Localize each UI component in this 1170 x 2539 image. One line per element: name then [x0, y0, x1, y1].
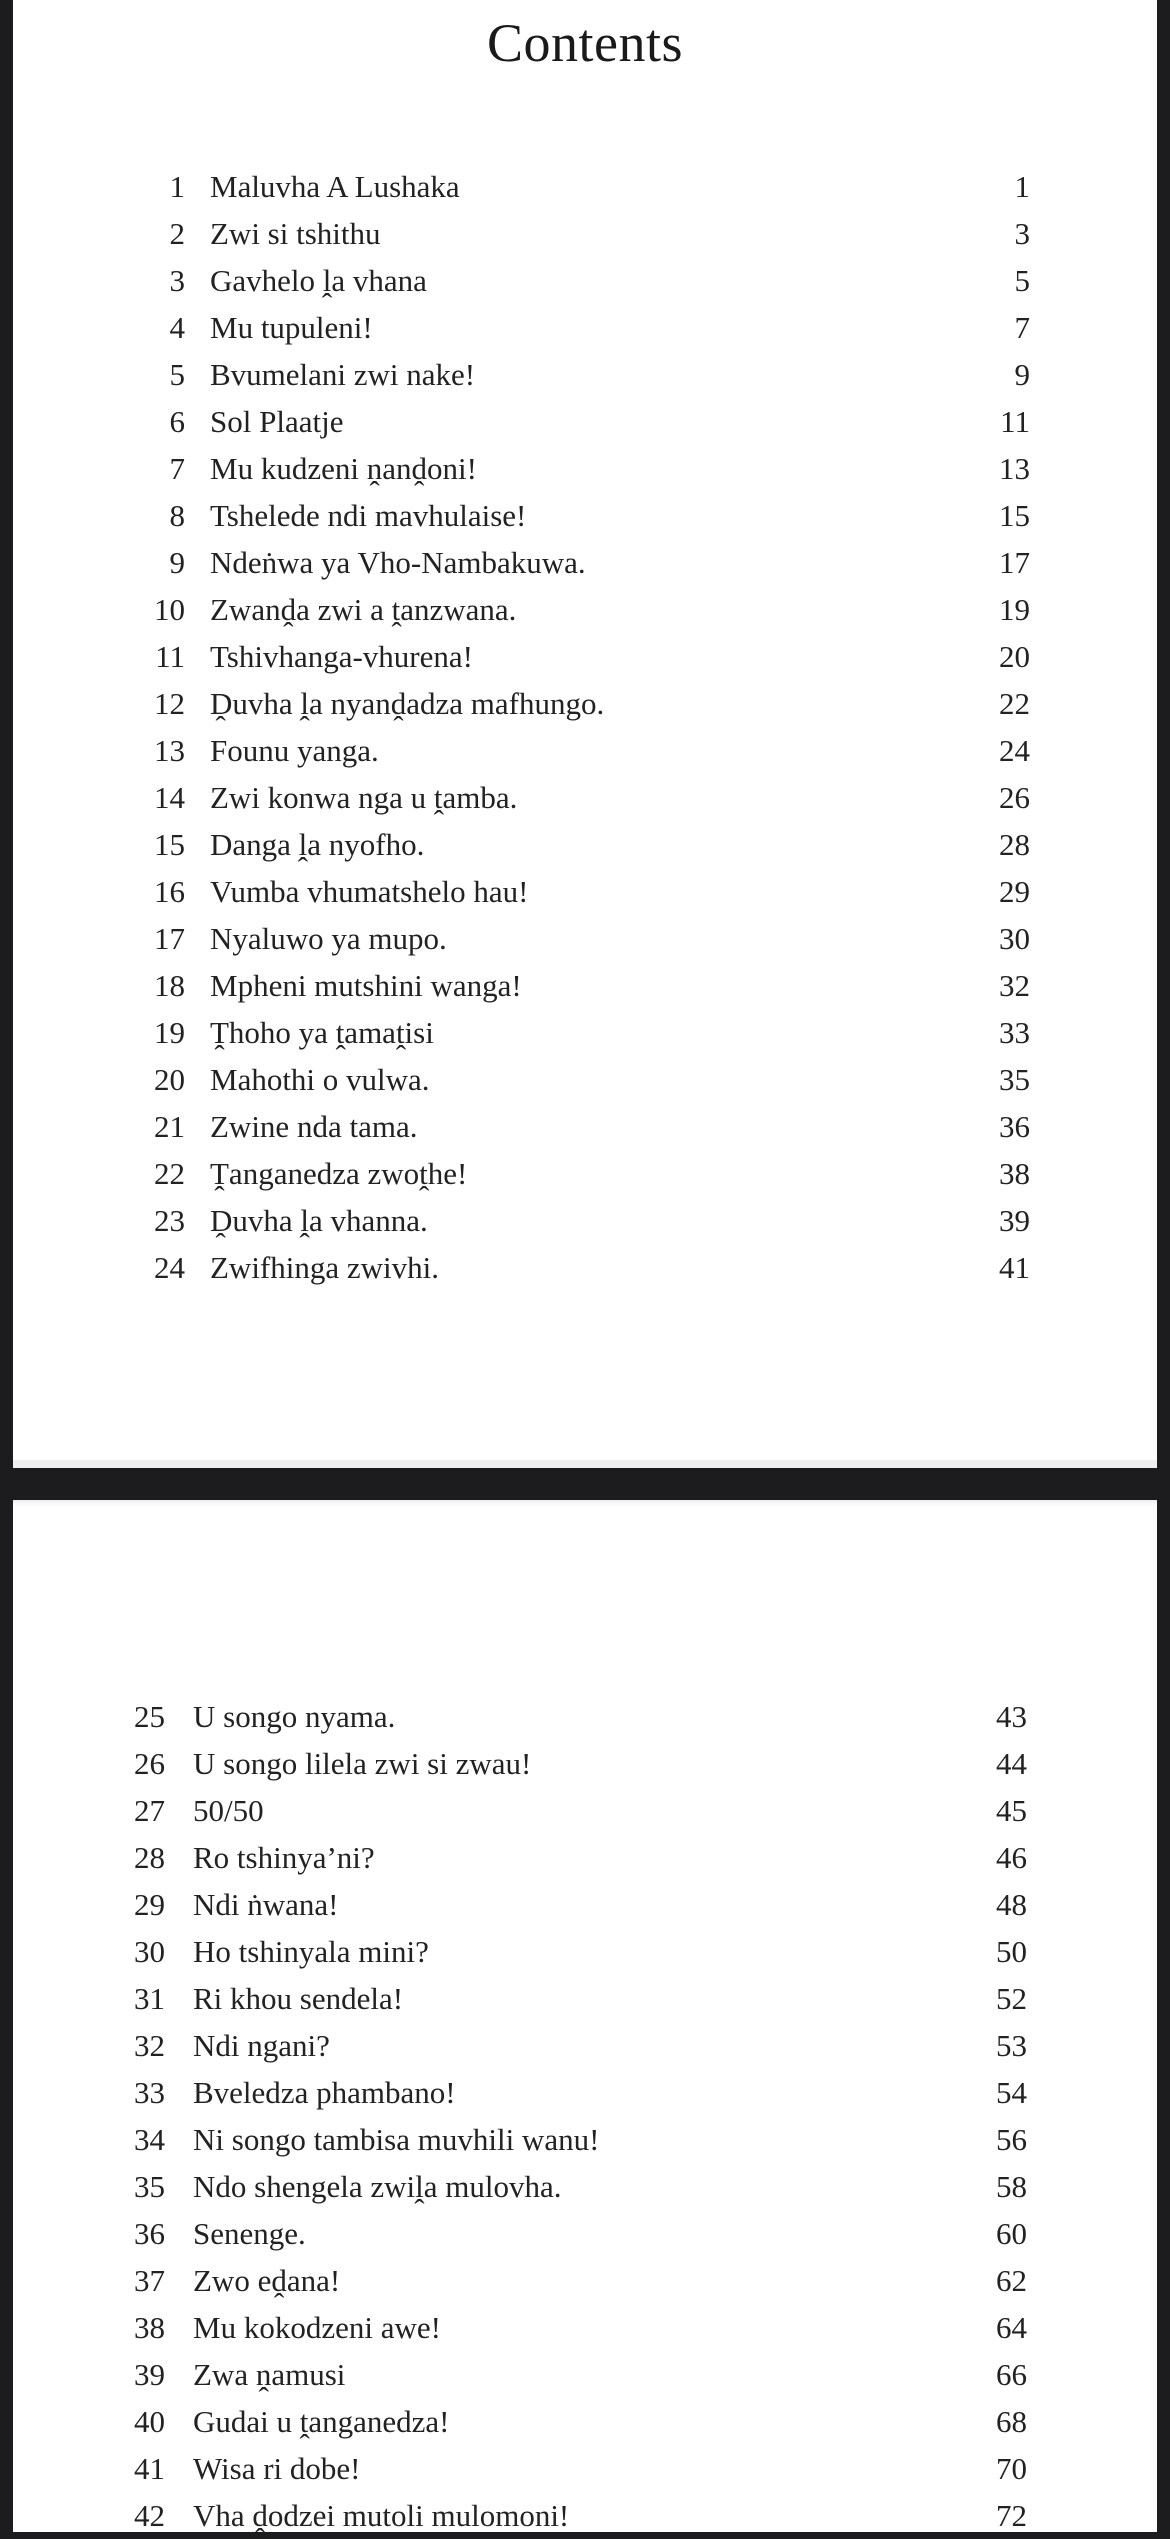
toc-entry[interactable] [13, 962, 1157, 1009]
chapter-number: 3 [169, 263, 185, 298]
toc-entry[interactable] [13, 163, 1157, 210]
chapter-number: 1 [169, 169, 185, 204]
toc-entry[interactable] [13, 1834, 1157, 1881]
chapter-title: U songo nyama. [193, 1699, 396, 1734]
page-number: 22 [999, 686, 1030, 721]
toc-entry[interactable] [13, 821, 1157, 868]
toc-entry[interactable] [13, 2116, 1157, 2163]
chapter-number: 29 [134, 1887, 165, 1922]
page-number: 70 [996, 2451, 1027, 2486]
chapter-title: Zwo eḓana! [193, 2263, 341, 2298]
toc-entry[interactable] [13, 1928, 1157, 1975]
toc-entry[interactable] [13, 1197, 1157, 1244]
chapter-number: 36 [134, 2216, 165, 2251]
chapter-number: 13 [154, 733, 185, 768]
page-number: 36 [999, 1109, 1030, 1144]
chapter-title: U songo lilela zwi si zwau! [193, 1746, 532, 1781]
page-number: 28 [999, 827, 1030, 862]
page-number: 5 [1014, 263, 1030, 298]
chapter-title: Ro tshinya’ni? [193, 1840, 375, 1875]
chapter-number: 4 [169, 310, 185, 345]
page-number: 33 [999, 1015, 1030, 1050]
chapter-number: 25 [134, 1699, 165, 1734]
chapter-title: Mpheni mutshini wanga! [210, 968, 522, 1003]
toc-entry[interactable] [13, 2022, 1157, 2069]
toc-entry[interactable] [13, 1244, 1157, 1291]
page-number: 9 [1014, 357, 1030, 392]
chapter-title: Ndo shengela zwiḽa mulovha. [193, 2169, 562, 2204]
chapter-number: 17 [154, 921, 185, 956]
page-title: Contents [486, 13, 683, 73]
page-number: 29 [999, 874, 1030, 909]
chapter-title: Nyaluwo ya mupo. [210, 921, 447, 956]
page-number: 7 [1014, 310, 1030, 345]
chapter-title: Ndi ngani? [193, 2028, 330, 2063]
toc-entry[interactable] [13, 1740, 1157, 1787]
page-number: 52 [996, 1981, 1027, 2016]
toc-entry[interactable] [13, 1693, 1157, 1740]
chapter-number: 39 [134, 2357, 165, 2392]
toc-entry[interactable] [13, 445, 1157, 492]
chapter-title: Ho tshinyala mini? [193, 1934, 429, 1969]
chapter-number: 8 [169, 498, 185, 533]
table-of-contents [13, 163, 1157, 1291]
chapter-number: 18 [154, 968, 185, 1003]
chapter-number: 22 [154, 1156, 185, 1191]
toc-entry[interactable] [13, 1150, 1157, 1197]
chapter-number: 7 [169, 451, 185, 486]
toc-entry[interactable] [13, 1975, 1157, 2022]
chapter-number: 5 [169, 357, 185, 392]
page-number: 30 [999, 921, 1030, 956]
page-number: 48 [996, 1887, 1027, 1922]
chapter-title: Ṱhoho ya ṱamaṱisi [210, 1015, 434, 1050]
page-number: 50 [996, 1934, 1027, 1969]
page-number: 3 [1014, 216, 1030, 251]
page-number: 1 [1014, 169, 1030, 204]
chapter-number: 28 [134, 1840, 165, 1875]
chapter-title: Ri khou sendela! [193, 1981, 404, 2016]
toc-entry[interactable] [13, 210, 1157, 257]
table-of-contents-continued [13, 1693, 1157, 2539]
page-number: 38 [999, 1156, 1030, 1191]
page-number: 11 [1000, 404, 1030, 439]
chapter-title: Tshelede ndi mavhulaise! [210, 498, 527, 533]
chapter-number: 12 [154, 686, 185, 721]
page-number: 62 [996, 2263, 1027, 2298]
chapter-title: Ṱanganedza zwoṱhe! [210, 1156, 468, 1191]
page-number: 53 [996, 2028, 1027, 2063]
toc-entry[interactable] [13, 774, 1157, 821]
chapter-title: Mahothi o vulwa. [210, 1062, 430, 1097]
page-number: 54 [996, 2075, 1027, 2110]
toc-entry[interactable] [13, 2210, 1157, 2257]
toc-entry[interactable] [13, 680, 1157, 727]
chapter-title: Zwi si tshithu [210, 216, 381, 251]
chapter-title: Gudai u ṱanganedza! [193, 2404, 450, 2439]
page-number: 41 [999, 1250, 1030, 1285]
page-number: 15 [999, 498, 1030, 533]
chapter-number: 33 [134, 2075, 165, 2110]
chapter-title: Tshivhanga-vhurena! [210, 639, 473, 674]
toc-entry[interactable] [13, 539, 1157, 586]
page-number: 20 [999, 639, 1030, 674]
chapter-title: Bvumelani zwi nake! [210, 357, 476, 392]
chapter-number: 31 [134, 1981, 165, 2016]
page-number: 17 [999, 545, 1030, 580]
chapter-title: Ḓuvha ḽa vhanna. [210, 1203, 428, 1238]
chapter-number: 32 [134, 2028, 165, 2063]
chapter-title: Maluvha A Lushaka [210, 169, 460, 204]
chapter-title: Mu kudzeni ṋanḓoni! [210, 451, 477, 486]
chapter-number: 40 [134, 2404, 165, 2439]
chapter-title: Vumba vhumatshelo hau! [210, 874, 529, 909]
chapter-number: 6 [169, 404, 185, 439]
chapter-title: 50/50 [193, 1793, 264, 1828]
chapter-title: Zwifhinga zwivhi. [210, 1250, 440, 1285]
toc-entry[interactable] [13, 2445, 1157, 2492]
toc-entry[interactable] [13, 2069, 1157, 2116]
page-number: 45 [996, 1793, 1027, 1828]
page-number: 44 [996, 1746, 1027, 1781]
page-number: 60 [996, 2216, 1027, 2251]
toc-entry[interactable] [13, 257, 1157, 304]
chapter-number: 42 [134, 2498, 165, 2533]
document-page-1 [13, 0, 1157, 1468]
chapter-title: Mu kokodzeni awe! [193, 2310, 441, 2345]
page-number: 19 [999, 592, 1030, 627]
chapter-title: Senenge. [193, 2216, 306, 2251]
chapter-number: 24 [154, 1250, 185, 1285]
chapter-number: 23 [154, 1203, 185, 1238]
page-number: 72 [996, 2498, 1027, 2533]
chapter-number: 34 [134, 2122, 165, 2157]
chapter-title: Bveledza phambano! [193, 2075, 456, 2110]
toc-entry[interactable] [13, 1103, 1157, 1150]
chapter-title: Founu yanga. [210, 733, 379, 768]
toc-entry[interactable] [13, 1056, 1157, 1103]
chapter-number: 19 [154, 1015, 185, 1050]
chapter-number: 30 [134, 1934, 165, 1969]
chapter-number: 10 [154, 592, 185, 627]
chapter-number: 11 [155, 639, 185, 674]
chapter-title: Ndeṅwa ya Vho-Nambakuwa. [210, 545, 586, 580]
toc-entry[interactable] [13, 633, 1157, 680]
chapter-number: 41 [134, 2451, 165, 2486]
toc-entry[interactable] [13, 1009, 1157, 1056]
page-number: 39 [999, 1203, 1030, 1238]
chapter-title: Danga ḽa nyofho. [210, 827, 425, 862]
toc-entry[interactable] [13, 2398, 1157, 2445]
toc-entry[interactable] [13, 727, 1157, 774]
page-number: 32 [999, 968, 1030, 1003]
toc-entry[interactable] [13, 1881, 1157, 1928]
chapter-title: Ndi ṅwana! [193, 1887, 339, 1922]
chapter-title: Ni songo tambisa muvhili wanu! [193, 2122, 600, 2157]
chapter-title: Zwanḓa zwi a ṱanzwana. [210, 592, 517, 627]
chapter-title: Gavhelo ḽa vhana [210, 263, 427, 298]
chapter-number: 15 [154, 827, 185, 862]
chapter-number: 2 [169, 216, 185, 251]
toc-entry[interactable] [13, 492, 1157, 539]
chapter-number: 20 [154, 1062, 185, 1097]
page-number: 35 [999, 1062, 1030, 1097]
toc-entry[interactable] [13, 2351, 1157, 2398]
chapter-title: Mu tupuleni! [210, 310, 373, 345]
toc-entry[interactable] [13, 868, 1157, 915]
chapter-number: 35 [134, 2169, 165, 2204]
chapter-number: 9 [169, 545, 185, 580]
toc-entry[interactable] [13, 351, 1157, 398]
chapter-number: 26 [134, 1746, 165, 1781]
chapter-number: 16 [154, 874, 185, 909]
chapter-number: 21 [154, 1109, 185, 1144]
toc-entry[interactable] [13, 304, 1157, 351]
page-number: 66 [996, 2357, 1027, 2392]
chapter-title: Ḓuvha ḽa nyanḓadza mafhungo. [210, 686, 605, 721]
chapter-number: 14 [154, 780, 185, 815]
toc-entry[interactable] [13, 586, 1157, 633]
chapter-title: Zwa ṋamusi [193, 2357, 346, 2392]
page-number: 24 [999, 733, 1030, 768]
page-number: 56 [996, 2122, 1027, 2157]
chapter-number: 27 [134, 1793, 165, 1828]
chapter-title: Vha ḓodzei mutoli mulomoni! [193, 2498, 570, 2533]
chapter-number: 38 [134, 2310, 165, 2345]
page-number: 68 [996, 2404, 1027, 2439]
page-number: 64 [996, 2310, 1027, 2345]
document-page-2 [13, 1500, 1157, 2532]
page-number: 13 [999, 451, 1030, 486]
page-number: 58 [996, 2169, 1027, 2204]
toc-entry[interactable] [13, 398, 1157, 445]
toc-entry[interactable] [13, 1787, 1157, 1834]
toc-entry[interactable] [13, 2257, 1157, 2304]
page-number: 46 [996, 1840, 1027, 1875]
toc-entry[interactable] [13, 2163, 1157, 2210]
page-number: 26 [999, 780, 1030, 815]
chapter-title: Wisa ri dobe! [193, 2451, 361, 2486]
chapter-title: Zwine nda tama. [210, 1109, 418, 1144]
chapter-title: Zwi konwa nga u ṱamba. [210, 780, 518, 815]
toc-entry[interactable] [13, 915, 1157, 962]
chapter-title: Sol Plaatje [210, 404, 344, 439]
page-number: 43 [996, 1699, 1027, 1734]
toc-entry[interactable] [13, 2304, 1157, 2351]
chapter-number: 37 [134, 2263, 165, 2298]
